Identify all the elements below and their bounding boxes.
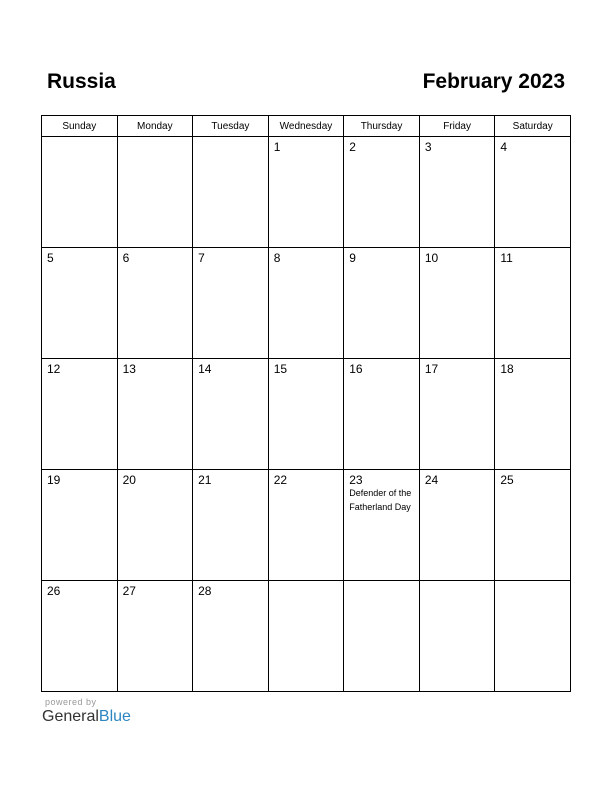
- day-number: 24: [424, 473, 439, 487]
- day-cell: [117, 137, 193, 248]
- day-cell: [344, 248, 420, 359]
- day-number: 28: [198, 584, 212, 598]
- day-cell: [117, 470, 193, 581]
- day-number: 16: [349, 362, 363, 376]
- day-number: [193, 137, 268, 140]
- brand-part-general: General: [42, 708, 99, 725]
- day-cell: [42, 137, 118, 248]
- day-cell: [42, 359, 118, 470]
- day-number: [495, 581, 570, 584]
- day-number: 15: [273, 362, 288, 376]
- day-cell: [344, 470, 420, 581]
- day-number: 14: [198, 362, 212, 376]
- day-cell: [42, 248, 118, 359]
- brand-logo[interactable]: [42, 708, 131, 726]
- day-number: 3: [424, 140, 432, 154]
- day-number: [118, 137, 193, 140]
- day-number: 22: [273, 473, 288, 487]
- day-cell: [193, 470, 269, 581]
- weekday-header: Saturday: [495, 116, 571, 137]
- weekday-header: Thursday: [344, 116, 420, 137]
- day-number: 10: [424, 251, 439, 265]
- day-number: 18: [500, 362, 514, 376]
- day-number: [420, 581, 495, 584]
- holiday-label: Defender of the Fatherland Day: [349, 488, 412, 512]
- weekday-header: Sunday: [42, 116, 118, 137]
- day-number: 6: [122, 251, 130, 265]
- day-number: 5: [47, 251, 54, 265]
- day-cell: [193, 137, 269, 248]
- weekday-header: Tuesday: [193, 116, 269, 137]
- day-number: 12: [47, 362, 61, 376]
- day-number: 7: [198, 251, 205, 265]
- day-cell: [117, 581, 193, 692]
- week-row: [42, 137, 571, 248]
- country-title: Russia: [47, 70, 116, 93]
- day-cell: [419, 581, 495, 692]
- day-cell: [495, 470, 571, 581]
- weekday-header: Monday: [117, 116, 193, 137]
- day-cell: [268, 359, 344, 470]
- day-number: 11: [500, 251, 513, 265]
- day-cell: [495, 359, 571, 470]
- calendar-grid: [41, 115, 571, 692]
- day-number: 4: [500, 140, 508, 154]
- day-number: 13: [122, 362, 136, 376]
- day-number: 2: [349, 140, 356, 154]
- day-cell: [268, 137, 344, 248]
- day-cell: [495, 248, 571, 359]
- weekday-header: Friday: [419, 116, 495, 137]
- day-cell: [193, 359, 269, 470]
- powered-by-label: powered by: [45, 697, 97, 707]
- day-cell: [117, 248, 193, 359]
- weekday-header-row: [42, 116, 571, 137]
- day-number: 9: [349, 251, 356, 265]
- week-row: [42, 470, 571, 581]
- day-number: 1: [273, 140, 281, 154]
- weekday-header: Wednesday: [268, 116, 344, 137]
- week-row: [42, 581, 571, 692]
- day-cell: [344, 359, 420, 470]
- day-number: 27: [122, 584, 136, 598]
- day-number: 21: [198, 473, 212, 487]
- day-number: 17: [424, 362, 439, 376]
- day-cell: [419, 137, 495, 248]
- day-cell: [419, 359, 495, 470]
- day-number: [42, 137, 117, 140]
- day-cell: [495, 581, 571, 692]
- day-cell: [344, 137, 420, 248]
- day-number: 23: [349, 473, 363, 487]
- day-number: 8: [273, 251, 281, 265]
- day-number: [269, 581, 344, 584]
- brand-part-blue: Blue: [98, 708, 131, 725]
- day-cell: [268, 470, 344, 581]
- month-year-title: February 2023: [422, 70, 565, 93]
- day-cell: [419, 470, 495, 581]
- day-cell: [42, 470, 118, 581]
- day-number: 26: [47, 584, 61, 598]
- day-cell: [419, 248, 495, 359]
- day-cell: [344, 581, 420, 692]
- day-number: 25: [500, 473, 514, 487]
- day-cell: [193, 248, 269, 359]
- day-number: 20: [122, 473, 136, 487]
- day-cell: [268, 581, 344, 692]
- week-row: [42, 359, 571, 470]
- day-cell: [42, 581, 118, 692]
- day-number: [344, 581, 419, 584]
- week-row: [42, 248, 571, 359]
- day-cell: [193, 581, 269, 692]
- day-cell: [117, 359, 193, 470]
- day-cell: [495, 137, 571, 248]
- day-number: 19: [47, 473, 61, 487]
- day-cell: [268, 248, 344, 359]
